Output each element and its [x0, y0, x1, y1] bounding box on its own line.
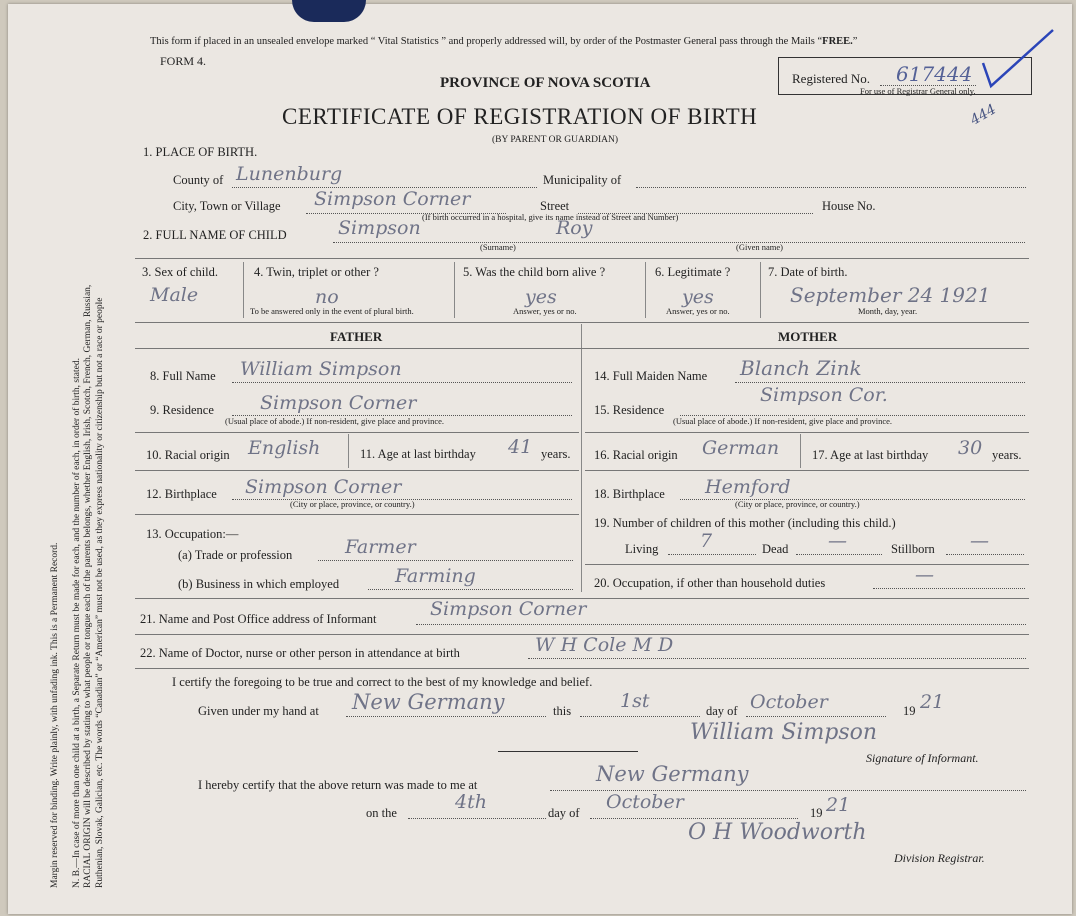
alive-note: Answer, yes or no.	[513, 306, 577, 316]
dob-label: 7. Date of birth.	[768, 265, 848, 279]
divider-v-1	[243, 262, 244, 318]
mother-living-value: 7	[700, 530, 713, 552]
father-business-label: (b) Business in which employed	[178, 577, 340, 591]
mother-name-label: 14. Full Maiden Name	[594, 369, 708, 383]
father-birthplace-note: (City or place, province, or country.)	[290, 499, 415, 509]
mother-occupation-value: —	[915, 564, 934, 586]
twin-value: no	[315, 286, 339, 308]
divider-father-1	[135, 432, 579, 433]
given-place-line	[346, 716, 546, 717]
form-number: FORM 4.	[160, 54, 207, 68]
father-name-label: 8. Full Name	[150, 369, 216, 383]
registrar-note: For use of Registrar General only.	[860, 86, 976, 96]
father-origin-value: English	[248, 437, 321, 459]
page-title: CERTIFICATE OF REGISTRATION OF BIRTH	[282, 104, 758, 129]
divider-v-3	[645, 262, 646, 318]
informant-signature: William Simpson	[690, 720, 878, 745]
sex-label: 3. Sex of child.	[142, 265, 219, 279]
province-heading: PROVINCE OF NOVA SCOTIA	[440, 75, 651, 91]
divider-parents-center	[581, 324, 582, 592]
father-birthplace-value: Simpson Corner	[245, 476, 402, 498]
divider-v-4	[760, 262, 761, 318]
legitimate-value: yes	[682, 286, 714, 308]
mother-name-line	[735, 382, 1025, 383]
return-month-value: October	[606, 791, 684, 813]
mother-dead-label: Dead	[762, 542, 789, 556]
street-label: Street	[540, 199, 570, 213]
corner-mark: 444	[967, 101, 999, 129]
given-day-line	[580, 716, 700, 717]
return-day-line	[408, 818, 546, 819]
legitimate-note: Answer, yes or no.	[666, 306, 730, 316]
given-place-value: New Germany	[352, 690, 505, 714]
mother-living-label: Living	[625, 542, 659, 556]
father-origin-label: 10. Racial origin	[146, 448, 230, 462]
given-note: (Given name)	[736, 242, 783, 252]
divider-parents	[135, 322, 1029, 323]
check-mark-icon	[965, 28, 1055, 98]
return-day-of-label: day of	[548, 806, 580, 820]
mother-occupation-label: 20. Occupation, if other than household duties	[594, 576, 826, 590]
page-subtitle: (BY PARENT OR GUARDIAN)	[492, 135, 619, 145]
mother-dead-value: —	[828, 530, 847, 552]
father-age-value: 41	[508, 436, 533, 458]
doctor-label: 22. Name of Doctor, nurse or other person in attendance at birth	[140, 646, 460, 660]
mother-dead-line	[796, 554, 882, 555]
divider-father-3	[135, 514, 579, 515]
margin-instructions	[50, 28, 106, 888]
mother-age-value: 30	[958, 437, 983, 459]
given-year-prefix: 19	[903, 704, 916, 718]
hospital-note: (If birth occurred in a hospital, give its name instead of Street and Number)	[422, 212, 679, 222]
father-name-value: William Simpson	[240, 358, 402, 380]
divider-father-age	[348, 434, 349, 468]
divider-father-2	[135, 470, 579, 471]
mother-residence-value: Simpson Cor.	[760, 384, 888, 406]
mother-age-years: years.	[992, 448, 1022, 462]
alive-label: 5. Was the child born alive ?	[463, 265, 606, 279]
this-label: this	[553, 704, 572, 718]
house-label: House No.	[822, 199, 876, 213]
divider-mother-1	[585, 432, 1029, 433]
registered-number: 617444	[896, 62, 973, 86]
legitimate-label: 6. Legitimate ?	[655, 265, 731, 279]
mother-living-line	[668, 554, 756, 555]
mother-heading: MOTHER	[778, 329, 838, 344]
given-year-value: 21	[920, 691, 945, 713]
return-day-value: 4th	[455, 791, 487, 813]
separator-rule	[498, 751, 638, 752]
twin-label: 4. Twin, triplet or other ?	[254, 265, 379, 279]
envelope-note	[150, 37, 857, 48]
doctor-line	[528, 658, 1026, 659]
father-business-line	[368, 589, 573, 590]
father-name-line	[232, 382, 572, 383]
informant-line	[416, 624, 1026, 625]
return-label: I hereby certify that the above return was made to me at	[198, 778, 478, 792]
given-day-of-label: day of	[706, 704, 738, 718]
alive-value: yes	[525, 286, 557, 308]
doctor-value: W H Cole M D	[535, 634, 674, 656]
father-birthplace-label: 12. Birthplace	[146, 487, 217, 501]
divider-certify	[135, 668, 1029, 669]
child-name-label: 2. FULL NAME OF CHILD	[143, 228, 287, 242]
return-place-value: New Germany	[596, 762, 749, 786]
envelope-note-text: This form if placed in an unsealed envelope marked “ Vital Statistics ” and properly addressed will, by order of the Postmaster General pass through the Mails “	[150, 36, 823, 47]
twin-note: To be answered only in the event of plural birth.	[250, 306, 414, 316]
informant-value: Simpson Corner	[430, 598, 587, 620]
divider-row-3	[135, 258, 1029, 259]
father-trade-line	[318, 560, 573, 561]
municipality-label: Municipality of	[543, 173, 622, 187]
father-occupation-label: 13. Occupation:—	[146, 527, 239, 541]
county-label: County of	[173, 173, 224, 187]
divider-v-2	[454, 262, 455, 318]
father-residence-label: 9. Residence	[150, 403, 214, 417]
registrar-label: Division Registrar.	[894, 851, 985, 865]
certify-text: I certify the foregoing to be true and correct to the best of my knowledge and belief.	[172, 675, 593, 689]
municipality-line	[636, 187, 1026, 188]
registrar-signature: O H Woodworth	[688, 820, 867, 845]
envelope-note-free: FREE.	[822, 36, 853, 47]
mother-birthplace-note: (City or place, province, or country.)	[735, 499, 860, 509]
ink-stain	[292, 0, 366, 22]
given-day-value: 1st	[620, 690, 650, 712]
mother-origin-value: German	[702, 437, 780, 459]
dob-value: September 24 1921	[790, 283, 991, 307]
divider-mother-age	[800, 434, 801, 468]
child-surname-value: Simpson	[338, 217, 421, 239]
sex-value: Male	[150, 284, 199, 306]
mother-residence-note: (Usual place of abode.) If non-resident, give place and province.	[673, 416, 893, 426]
envelope-note-end: ”	[852, 36, 858, 47]
child-given-value: Roy	[556, 217, 593, 239]
father-age-label: 11. Age at last birthday	[360, 447, 476, 461]
divider-mother-3	[585, 564, 1029, 565]
divider-mother-2	[585, 470, 1029, 471]
mother-children-label: 19. Number of children of this mother (including this child.)	[594, 516, 896, 530]
margin-line-3: RACIAL ORIGIN will be described by stating to what people or tongue each of the parents belongs, whether English, Irish, Scotch, French, German, Russian,	[83, 284, 93, 888]
given-month-value: October	[750, 691, 828, 713]
registered-label: Registered No.	[792, 71, 870, 86]
mother-birthplace-label: 18. Birthplace	[594, 487, 665, 501]
surname-note: (Surname)	[480, 242, 516, 252]
given-month-line	[746, 716, 886, 717]
mother-origin-label: 16. Racial origin	[594, 448, 678, 462]
divider-parents-sub	[135, 348, 1029, 349]
child-name-line	[333, 242, 1025, 243]
mother-residence-label: 15. Residence	[594, 403, 665, 417]
city-value: Simpson Corner	[314, 188, 471, 210]
informant-signature-label: Signature of Informant.	[866, 751, 979, 765]
county-value: Lunenburg	[236, 163, 343, 185]
mother-name-value: Blanch Zink	[740, 356, 862, 380]
mother-stillborn-line	[946, 554, 1024, 555]
mother-occupation-line	[873, 588, 1025, 589]
place-section-label: 1. PLACE OF BIRTH.	[143, 145, 258, 159]
father-residence-note: (Usual place of abode.) If non-resident, give place and province.	[225, 416, 445, 426]
dob-note: Month, day, year.	[858, 306, 918, 316]
margin-line-4: Ruthenian, Slovak, Galician, etc. The words “Canadian” or “American” must not be used, as they express nationality or citizenship but not a race or people	[94, 297, 105, 888]
father-trade-label: (a) Trade or profession	[178, 548, 293, 562]
father-residence-value: Simpson Corner	[260, 392, 417, 414]
father-heading: FATHER	[330, 329, 383, 344]
given-label: Given under my hand at	[198, 704, 319, 718]
margin-line-1: Margin reserved for binding. Write plainly, with unfading ink. This is a Permanent Record.	[50, 542, 60, 888]
mother-age-label: 17. Age at last birthday	[812, 448, 929, 462]
return-month-line	[590, 818, 798, 819]
mother-stillborn-value: —	[970, 530, 989, 552]
informant-label: 21. Name and Post Office address of Informant	[140, 612, 377, 626]
father-age-years: years.	[541, 447, 571, 461]
father-trade-value: Farmer	[345, 536, 416, 558]
on-the-label: on the	[366, 806, 397, 820]
mother-birthplace-value: Hemford	[705, 476, 791, 498]
father-business-value: Farming	[395, 565, 476, 587]
city-label: City, Town or Village	[173, 199, 281, 213]
margin-line-2: N. B.—In case of more than one child at a birth, a Separate Return must be made for each, and the number of each, in order of birth, stated.	[71, 358, 82, 888]
return-year-prefix: 19	[810, 806, 823, 820]
mother-stillborn-label: Stillborn	[891, 542, 935, 556]
return-year-value: 21	[826, 794, 851, 816]
